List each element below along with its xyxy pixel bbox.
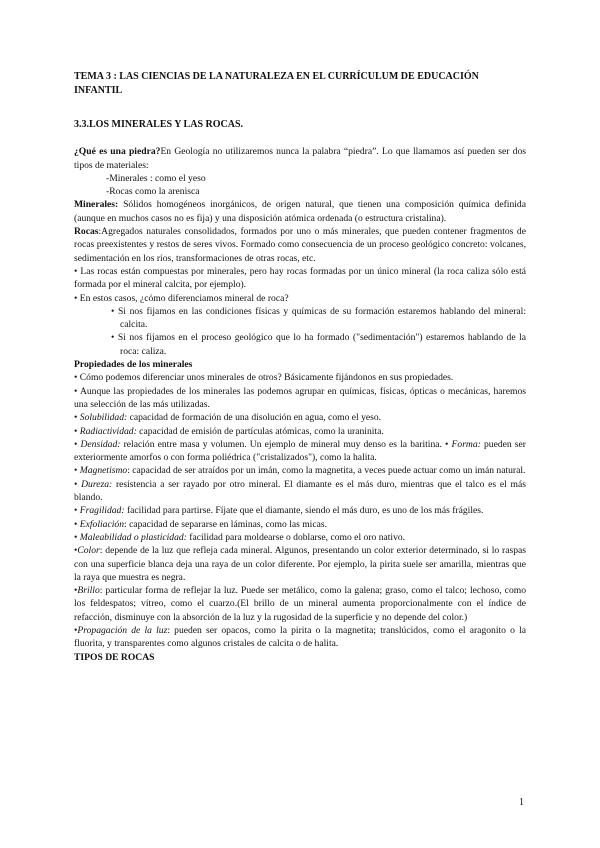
prop-propagacion-luz: •Propagación de la luz: pueden ser opacos, como la pirita o la magnetita; translúcidos, como el aragonito o la fluorita, y transparentes como algunos cristales de calcita o de halita. [74, 624, 527, 650]
sub-bullet-2: • Si nos fijamos en el proceso geológico que lo ha formado ("sedimentación") estaremos hablando de la roca: caliza. [111, 332, 526, 357]
prop-radiactividad: • Radiactividad: capacidad de emisión de partículas atómicas, como la uraninita. [74, 425, 384, 437]
prop-fragilidad: • Fragilidad: facilidad para partirse. Fíjate que el diamante, siendo el más duro, es uno de los más frágiles. [74, 505, 484, 517]
prop-name: Magnetismo [79, 465, 128, 477]
sub-bullet-1: • Si nos fijamos en las condiciones físicas y químicas de su formación estaremos hablando del mineral: calcita. [111, 305, 526, 331]
prop-name: Solubilidad: [79, 412, 128, 424]
prop-brillo: •Brillo: particular forma de reflejar la luz. Puede ser metálico, como la galena; graso, como el talco; lechoso, como los feldespatos; vítreo, como el cuarzo.(El brillo de un mineral aumenta proporcionalmente con el índice de refacción, disminuye con la absorción de la luz y la rugosidad de la superficie y no depende del color.) [74, 585, 526, 623]
prop-solubilidad: • Solubilidad: capacidad de formación de una disolución en agua, como el yeso. [74, 412, 382, 424]
document-title: TEMA 3 : LAS CIENCIAS DE LA NATURALEZA EN EL CURRÍCULUM DE EDUCACIÓN INFANTIL [74, 71, 479, 96]
rocas-lead: Rocas [74, 226, 99, 238]
prop-name: Brillo [77, 585, 100, 597]
prop-name: Color [77, 545, 100, 557]
piedra-text: En Geología no utilizaremos nunca la palabra “piedra”. Lo que llamamos así pueden ser dos tipos de materiales: [74, 146, 526, 171]
prop-name: Densidad: [80, 438, 121, 450]
prop-densidad-forma: • Densidad: relación entre masa y volumen. Un ejemplo de mineral muy denso es la baritina. • Forma: pueden ser exteriormente amorfos o con forma poliédrica ("cristalizados"), como la halita. [74, 438, 526, 464]
bullet-rocas-1: • Las rocas están compuestas por minerales, pero hay rocas formadas por un único mineral (la roca caliza sólo está formada por el mineral calcita, por ejemplo). [74, 265, 526, 291]
page-number: 1 [519, 797, 524, 808]
prop-color: •Color: depende de la luz que refleja cada mineral. Algunos, presentando un color exterior determinado, si lo raspas con una superficie blanca deja una raya de un color diferente. Por ejemplo, la pirita suele ser amarilla, mientras que la raya que muestra es negra. [74, 545, 526, 583]
bullet-rocas-2: • En estos casos, ¿cómo diferenciamos mineral de roca? [74, 292, 289, 304]
piedra-lead: ¿Qué es una piedra? [74, 146, 161, 158]
prop-exfoliacion: • Exfoliación: capacidad de separarse en láminas, como las micas. [74, 518, 327, 530]
list-item-minerales: -Minerales : como el yeso [106, 172, 206, 184]
prop-name: Dureza: [81, 478, 113, 490]
list-item-rocas: -Rocas como la arenisca [106, 186, 200, 198]
prop-magnetismo: • Magnetismo: capacidad de ser atraídos por un imán, como la magnetita, a veces puede actuar como un imán natural. [74, 465, 526, 477]
section-heading: 3.3.LOS MINERALES Y LAS ROCAS. [74, 119, 244, 130]
prop-name: Maleabilidad o plasticidad: [79, 531, 187, 543]
prop-name: Exfoliación [79, 518, 124, 530]
prop-name: Radiactividad: [79, 425, 137, 437]
prop-name: Forma: [451, 438, 481, 450]
prop-maleabilidad: • Maleabilidad o plasticidad: facilidad para moldearse o doblarse, como el oro nativo. [74, 531, 406, 543]
prop-dureza: • Dureza: resistencia a ser rayado por otro mineral. El diamante es el más duro, mientras que el talco es el más blando. [74, 478, 526, 504]
minerales-lead: Minerales: [74, 199, 119, 211]
prop-name: Fragilidad: [79, 505, 125, 517]
propiedades-heading: Propiedades de los minerales [74, 359, 193, 371]
document-body [74, 70, 526, 664]
paragraph-rocas [74, 225, 526, 265]
prop-intro-2: • Aunque las propiedades de los minerales las podemos agrupar en químicas, físicas, ópticas o mecánicas, haremos una selección de las más utilizadas. [74, 385, 526, 410]
paragraph-minerales [74, 198, 526, 225]
prop-name: Propagación de la luz [77, 624, 168, 636]
rocas-text: :Agregados naturales consolidados, formados por uno o más minerales, que pueden contener fragmentos de rocas preexistentes y restos de seres vivos. Formado como consecuencia de un proceso geológico concreto: volcanes, sedimentación en los ríos, transformaciones de otras rocas, etc. [74, 226, 526, 264]
prop-intro-1: • Cómo podemos diferenciar unos minerales de otros? Básicamente fijándonos en sus propiedades. [74, 372, 454, 384]
tipos-de-rocas-heading: TIPOS DE ROCAS [74, 651, 155, 663]
minerales-text: Sólidos homogéneos inorgánicos, de origen natural, que tienen una composición química definida (aunque en muchos casos no es fija) y una disposición atómica ordenada (o estructura cristalina). [74, 199, 526, 224]
paragraph-piedra [74, 145, 526, 172]
